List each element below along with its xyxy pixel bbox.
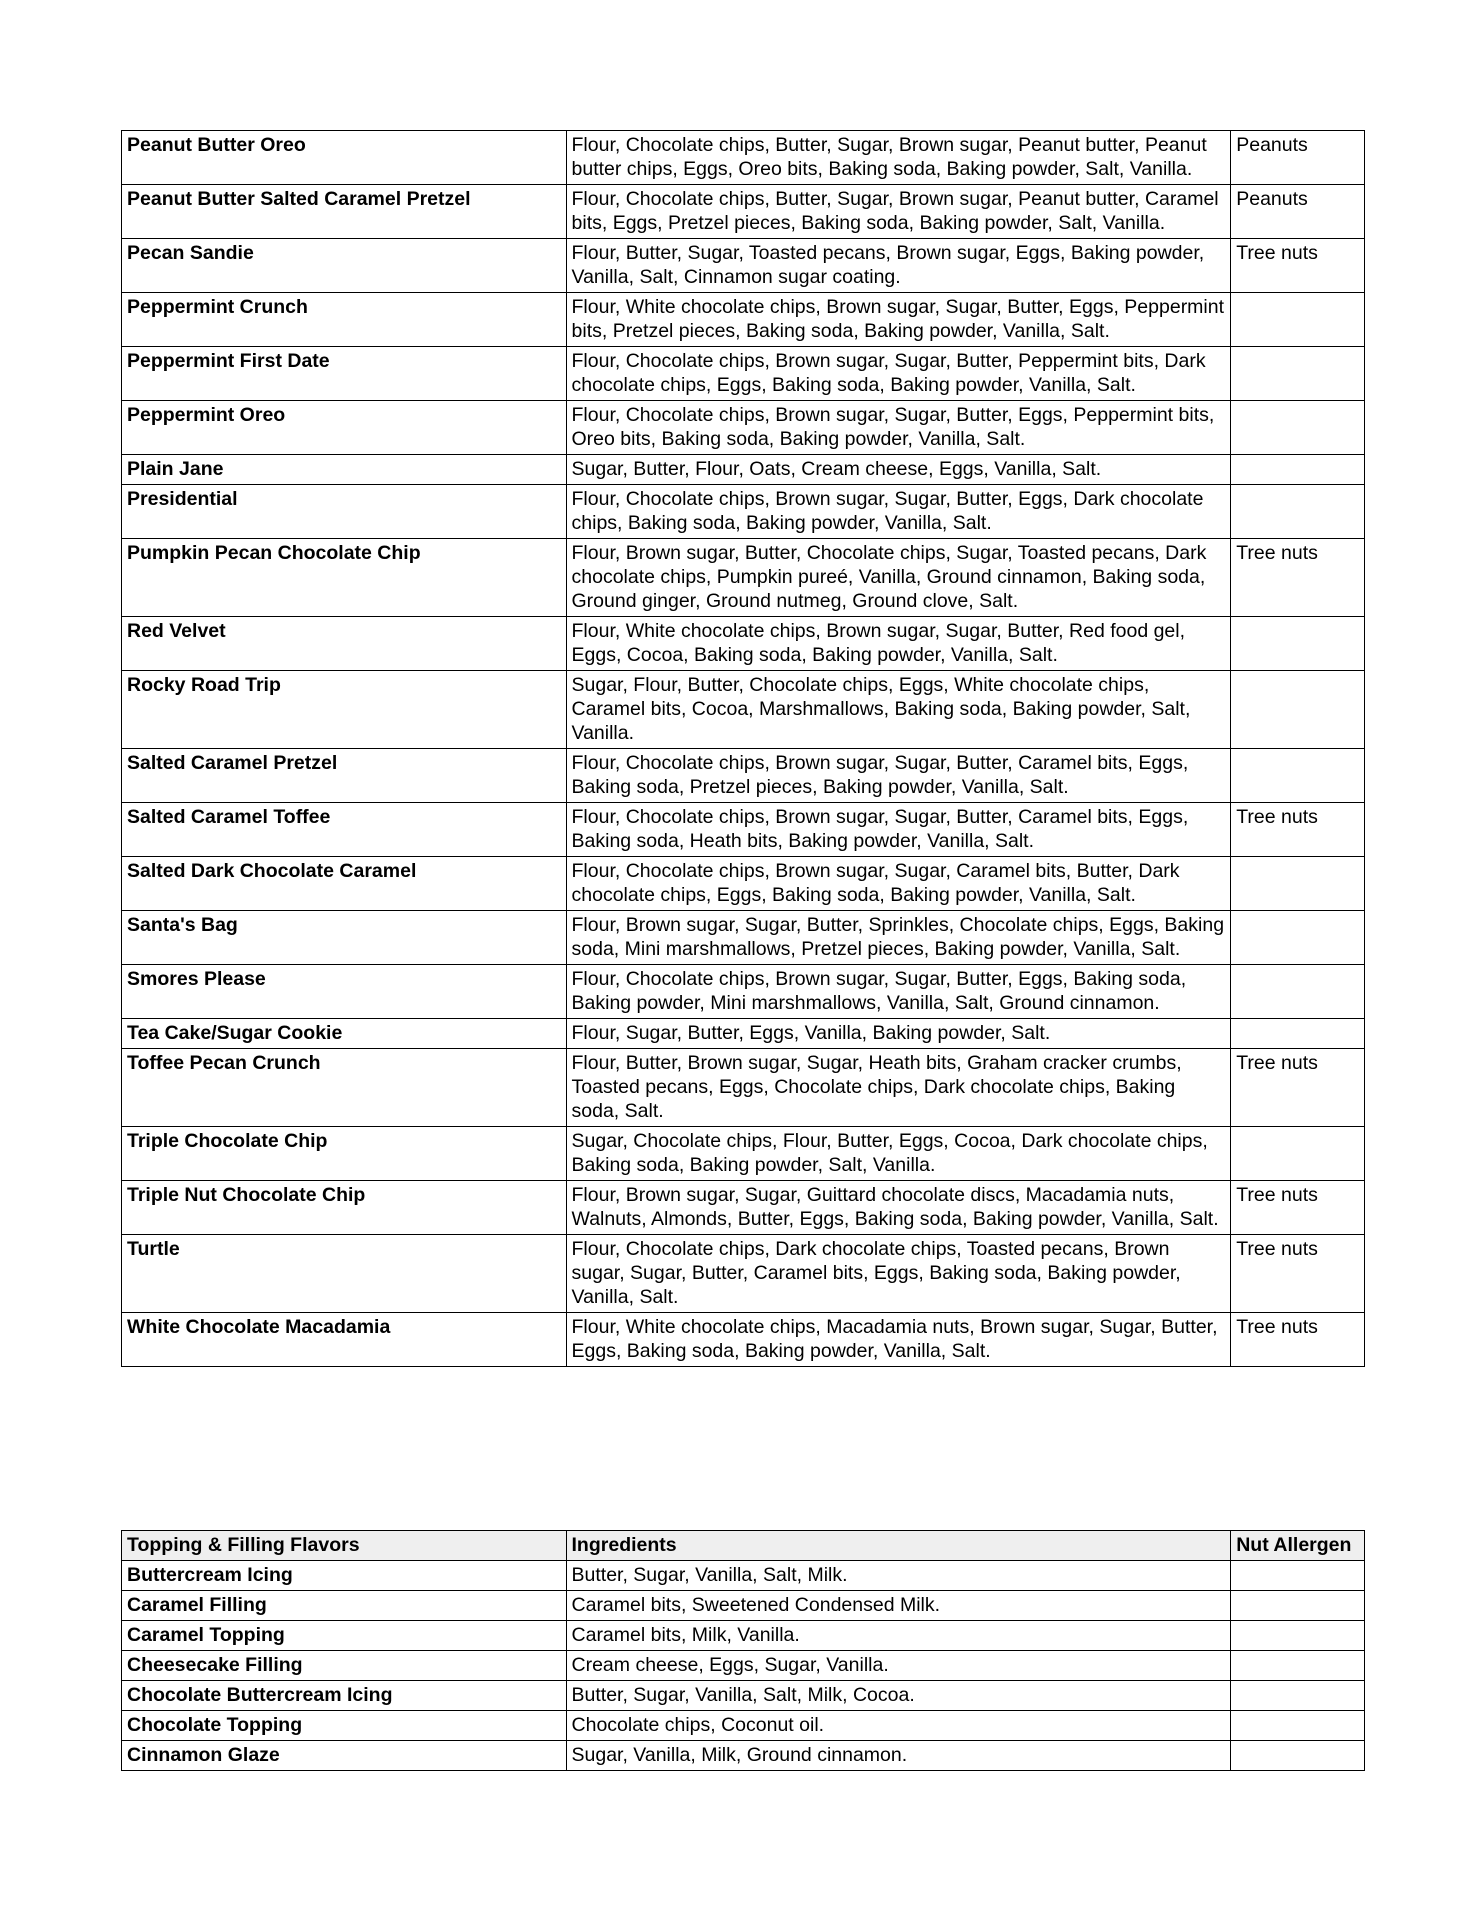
table-row bbox=[122, 1681, 1365, 1711]
flavor-ingredients: Sugar, Butter, Flour, Oats, Cream cheese, Eggs, Vanilla, Salt. bbox=[566, 455, 1231, 485]
toppings-header bbox=[122, 1531, 1365, 1561]
table-row bbox=[122, 1621, 1365, 1651]
topping-allergen bbox=[1231, 1651, 1365, 1681]
flavor-allergen: Tree nuts bbox=[1231, 1313, 1365, 1367]
topping-name: Cheesecake Filling bbox=[122, 1651, 567, 1681]
flavor-allergen bbox=[1231, 401, 1365, 455]
flavor-ingredients: Flour, Butter, Brown sugar, Sugar, Heath bits, Graham cracker crumbs, Toasted pecans, Eggs, Chocolate chips, Dark chocolate chips, Baking soda, Salt. bbox=[566, 1049, 1231, 1127]
table-row bbox=[122, 1651, 1365, 1681]
table-row bbox=[122, 347, 1365, 401]
table-row bbox=[122, 1235, 1365, 1313]
flavor-name: Peanut Butter Salted Caramel Pretzel bbox=[122, 185, 567, 239]
flavor-ingredients: Flour, Butter, Sugar, Toasted pecans, Brown sugar, Eggs, Baking powder, Vanilla, Salt, Cinnamon sugar coating. bbox=[566, 239, 1231, 293]
table-row bbox=[122, 455, 1365, 485]
table-row bbox=[122, 1019, 1365, 1049]
topping-ingredients: Butter, Sugar, Vanilla, Salt, Milk. bbox=[566, 1561, 1231, 1591]
table-row bbox=[122, 749, 1365, 803]
flavor-allergen: Tree nuts bbox=[1231, 239, 1365, 293]
flavor-ingredients: Flour, Chocolate chips, Brown sugar, Sugar, Butter, Eggs, Dark chocolate chips, Baking soda, Baking powder, Vanilla, Salt. bbox=[566, 485, 1231, 539]
header-ingredients: Ingredients bbox=[566, 1531, 1231, 1561]
flavor-ingredients: Flour, Brown sugar, Sugar, Guittard chocolate discs, Macadamia nuts, Walnuts, Almonds, Butter, Eggs, Baking soda, Baking powder, Vanilla, Salt. bbox=[566, 1181, 1231, 1235]
flavor-ingredients: Sugar, Flour, Butter, Chocolate chips, Eggs, White chocolate chips, Caramel bits, Cocoa, Marshmallows, Baking soda, Baking powder, Salt, Vanilla. bbox=[566, 671, 1231, 749]
table-row bbox=[122, 857, 1365, 911]
table-row bbox=[122, 1741, 1365, 1771]
flavor-name: Santa's Bag bbox=[122, 911, 567, 965]
header-nut-allergen: Nut Allergen bbox=[1231, 1531, 1365, 1561]
flavor-ingredients: Flour, Chocolate chips, Brown sugar, Sugar, Caramel bits, Butter, Dark chocolate chips, Eggs, Baking soda, Baking powder, Vanilla, Salt. bbox=[566, 857, 1231, 911]
flavor-allergen bbox=[1231, 1019, 1365, 1049]
header-topping-flavors: Topping & Filling Flavors bbox=[122, 1531, 567, 1561]
topping-allergen bbox=[1231, 1681, 1365, 1711]
flavor-allergen: Tree nuts bbox=[1231, 539, 1365, 617]
flavor-name: Salted Caramel Pretzel bbox=[122, 749, 567, 803]
topping-allergen bbox=[1231, 1561, 1365, 1591]
flavor-ingredients: Flour, Chocolate chips, Brown sugar, Sugar, Butter, Eggs, Peppermint bits, Oreo bits, Baking soda, Baking powder, Vanilla, Salt. bbox=[566, 401, 1231, 455]
table-row bbox=[122, 1711, 1365, 1741]
flavor-name: Pumpkin Pecan Chocolate Chip bbox=[122, 539, 567, 617]
flavor-name: Triple Chocolate Chip bbox=[122, 1127, 567, 1181]
table-row bbox=[122, 239, 1365, 293]
flavor-allergen bbox=[1231, 857, 1365, 911]
topping-name: Chocolate Buttercream Icing bbox=[122, 1681, 567, 1711]
table-row bbox=[122, 185, 1365, 239]
toppings-body bbox=[122, 1561, 1365, 1771]
table-row bbox=[122, 1561, 1365, 1591]
cookie-flavors-table bbox=[121, 130, 1365, 1367]
table-row bbox=[122, 401, 1365, 455]
topping-allergen bbox=[1231, 1711, 1365, 1741]
flavor-name: Plain Jane bbox=[122, 455, 567, 485]
flavor-ingredients: Flour, Chocolate chips, Butter, Sugar, Brown sugar, Peanut butter, Peanut butter chips, Eggs, Oreo bits, Baking soda, Baking powder, Salt, Vanilla. bbox=[566, 131, 1231, 185]
flavor-allergen: Tree nuts bbox=[1231, 1049, 1365, 1127]
flavor-name: Peppermint Oreo bbox=[122, 401, 567, 455]
table-row bbox=[122, 671, 1365, 749]
topping-ingredients: Cream cheese, Eggs, Sugar, Vanilla. bbox=[566, 1651, 1231, 1681]
flavor-name: Tea Cake/Sugar Cookie bbox=[122, 1019, 567, 1049]
topping-ingredients: Caramel bits, Sweetened Condensed Milk. bbox=[566, 1591, 1231, 1621]
flavor-ingredients: Flour, White chocolate chips, Brown sugar, Sugar, Butter, Red food gel, Eggs, Cocoa, Baking soda, Baking powder, Vanilla, Salt. bbox=[566, 617, 1231, 671]
table-row bbox=[122, 131, 1365, 185]
topping-name: Caramel Filling bbox=[122, 1591, 567, 1621]
flavor-name: Rocky Road Trip bbox=[122, 671, 567, 749]
table-row bbox=[122, 293, 1365, 347]
flavor-name: Triple Nut Chocolate Chip bbox=[122, 1181, 567, 1235]
flavor-ingredients: Flour, Brown sugar, Sugar, Butter, Sprinkles, Chocolate chips, Eggs, Baking soda, Mini marshmallows, Pretzel pieces, Baking powder, Vanilla, Salt. bbox=[566, 911, 1231, 965]
table-row bbox=[122, 1591, 1365, 1621]
flavor-name: Pecan Sandie bbox=[122, 239, 567, 293]
flavor-allergen bbox=[1231, 455, 1365, 485]
table-row bbox=[122, 1181, 1365, 1235]
topping-allergen bbox=[1231, 1621, 1365, 1651]
flavor-allergen bbox=[1231, 749, 1365, 803]
table-row bbox=[122, 617, 1365, 671]
flavor-ingredients: Flour, Brown sugar, Butter, Chocolate chips, Sugar, Toasted pecans, Dark chocolate chips, Pumpkin pureé, Vanilla, Ground cinnamon, Baking soda, Ground ginger, Ground nutmeg, Ground clove, Salt. bbox=[566, 539, 1231, 617]
table-row bbox=[122, 485, 1365, 539]
flavor-name: Red Velvet bbox=[122, 617, 567, 671]
flavor-allergen: Peanuts bbox=[1231, 131, 1365, 185]
flavor-ingredients: Flour, Chocolate chips, Brown sugar, Sugar, Butter, Peppermint bits, Dark chocolate chips, Eggs, Baking soda, Baking powder, Vanilla, Salt. bbox=[566, 347, 1231, 401]
flavor-name: Peanut Butter Oreo bbox=[122, 131, 567, 185]
topping-ingredients: Caramel bits, Milk, Vanilla. bbox=[566, 1621, 1231, 1651]
flavor-name: Peppermint Crunch bbox=[122, 293, 567, 347]
flavor-allergen bbox=[1231, 911, 1365, 965]
flavor-allergen: Tree nuts bbox=[1231, 1235, 1365, 1313]
flavor-ingredients: Flour, Sugar, Butter, Eggs, Vanilla, Baking powder, Salt. bbox=[566, 1019, 1231, 1049]
flavor-ingredients: Flour, Chocolate chips, Brown sugar, Sugar, Butter, Eggs, Baking soda, Baking powder, Mini marshmallows, Vanilla, Salt, Ground cinnamon. bbox=[566, 965, 1231, 1019]
flavor-allergen bbox=[1231, 617, 1365, 671]
flavor-allergen bbox=[1231, 965, 1365, 1019]
topping-name: Caramel Topping bbox=[122, 1621, 567, 1651]
header-row bbox=[122, 1531, 1365, 1561]
topping-name: Chocolate Topping bbox=[122, 1711, 567, 1741]
flavor-allergen bbox=[1231, 1127, 1365, 1181]
table-row bbox=[122, 1313, 1365, 1367]
flavor-allergen: Tree nuts bbox=[1231, 1181, 1365, 1235]
flavor-ingredients: Flour, White chocolate chips, Brown sugar, Sugar, Butter, Eggs, Peppermint bits, Pretzel pieces, Baking soda, Baking powder, Vanilla, Salt. bbox=[566, 293, 1231, 347]
flavor-name: White Chocolate Macadamia bbox=[122, 1313, 567, 1367]
topping-ingredients: Chocolate chips, Coconut oil. bbox=[566, 1711, 1231, 1741]
flavor-allergen bbox=[1231, 293, 1365, 347]
topping-name: Cinnamon Glaze bbox=[122, 1741, 567, 1771]
table-row bbox=[122, 803, 1365, 857]
topping-ingredients: Sugar, Vanilla, Milk, Ground cinnamon. bbox=[566, 1741, 1231, 1771]
table-row bbox=[122, 1049, 1365, 1127]
flavor-allergen: Tree nuts bbox=[1231, 803, 1365, 857]
flavor-allergen bbox=[1231, 347, 1365, 401]
flavor-allergen bbox=[1231, 485, 1365, 539]
flavor-name: Salted Dark Chocolate Caramel bbox=[122, 857, 567, 911]
flavor-name: Presidential bbox=[122, 485, 567, 539]
flavor-ingredients: Flour, Chocolate chips, Butter, Sugar, Brown sugar, Peanut butter, Caramel bits, Eggs, Pretzel pieces, Baking soda, Baking powder, Salt, Vanilla. bbox=[566, 185, 1231, 239]
flavor-ingredients: Sugar, Chocolate chips, Flour, Butter, Eggs, Cocoa, Dark chocolate chips, Baking soda, Baking powder, Salt, Vanilla. bbox=[566, 1127, 1231, 1181]
table-row bbox=[122, 539, 1365, 617]
table-row bbox=[122, 965, 1365, 1019]
topping-allergen bbox=[1231, 1741, 1365, 1771]
flavor-allergen: Peanuts bbox=[1231, 185, 1365, 239]
topping-allergen bbox=[1231, 1591, 1365, 1621]
topping-name: Buttercream Icing bbox=[122, 1561, 567, 1591]
flavor-name: Salted Caramel Toffee bbox=[122, 803, 567, 857]
table-row bbox=[122, 911, 1365, 965]
flavor-ingredients: Flour, Chocolate chips, Brown sugar, Sugar, Butter, Caramel bits, Eggs, Baking soda, Pretzel pieces, Baking powder, Vanilla, Salt. bbox=[566, 749, 1231, 803]
cookie-flavors-body bbox=[122, 131, 1365, 1367]
table-row bbox=[122, 1127, 1365, 1181]
topping-ingredients: Butter, Sugar, Vanilla, Salt, Milk, Cocoa. bbox=[566, 1681, 1231, 1711]
flavor-name: Peppermint First Date bbox=[122, 347, 567, 401]
toppings-table bbox=[121, 1530, 1365, 1771]
flavor-allergen bbox=[1231, 671, 1365, 749]
flavor-ingredients: Flour, Chocolate chips, Dark chocolate chips, Toasted pecans, Brown sugar, Sugar, Butter, Caramel bits, Eggs, Baking soda, Baking powder, Vanilla, Salt. bbox=[566, 1235, 1231, 1313]
flavor-name: Toffee Pecan Crunch bbox=[122, 1049, 567, 1127]
flavor-name: Smores Please bbox=[122, 965, 567, 1019]
flavor-ingredients: Flour, White chocolate chips, Macadamia nuts, Brown sugar, Sugar, Butter, Eggs, Baking soda, Baking powder, Vanilla, Salt. bbox=[566, 1313, 1231, 1367]
flavor-ingredients: Flour, Chocolate chips, Brown sugar, Sugar, Butter, Caramel bits, Eggs, Baking soda, Heath bits, Baking powder, Vanilla, Salt. bbox=[566, 803, 1231, 857]
flavor-name: Turtle bbox=[122, 1235, 567, 1313]
